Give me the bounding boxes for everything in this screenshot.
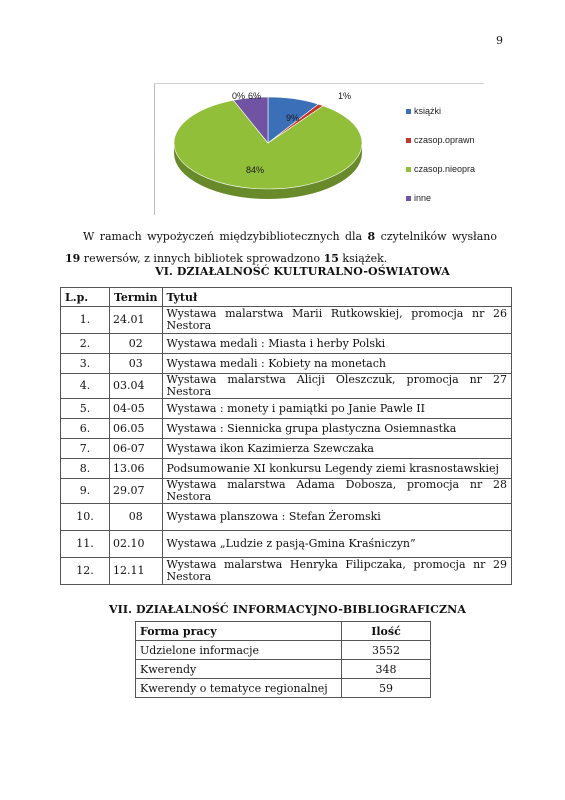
legend-item <box>406 192 484 204</box>
table-row <box>61 374 512 399</box>
cell-title: Wystawa medali : Kobiety na monetach <box>162 354 511 374</box>
cultural-events-table <box>60 287 512 585</box>
paragraph-text: W ramach wypożyczeń międzybibliotecznych dla <box>83 230 368 243</box>
cell-lp: 10. <box>61 504 110 531</box>
cell-lp: 1. <box>61 307 110 334</box>
table-row <box>61 558 512 585</box>
legend-item <box>406 134 484 146</box>
paragraph-text: czytelników wysłano <box>375 230 497 243</box>
section-title-cultural: VI. DZIAŁALNOŚĆ KULTURALNO-OŚWIATOWA <box>155 265 450 278</box>
table-row <box>136 660 431 679</box>
cell-term: 06.05 <box>110 419 163 439</box>
chart-legend <box>406 105 484 221</box>
table-row <box>61 459 512 479</box>
cell-title: Wystawa malarstwa Henryka Filipczaka, promocja nr 29 Nestora <box>162 558 511 585</box>
column-header-form: Forma pracy <box>136 622 342 641</box>
legend-label: czasop.oprawn <box>414 135 475 145</box>
cell-lp: 7. <box>61 439 110 459</box>
legend-swatch <box>406 138 411 143</box>
readers-count: 8 <box>367 230 376 243</box>
cell-lp: 5. <box>61 399 110 419</box>
cell-title: Wystawa malarstwa Marii Rutkowskiej, promocja nr 26 Nestora <box>162 307 511 334</box>
legend-item <box>406 105 484 117</box>
cell-term: 06-07 <box>110 439 163 459</box>
table-header-row <box>61 288 512 307</box>
cell-count: 3552 <box>342 641 431 660</box>
cell-title: Wystawa : monety i pamiątki po Janie Pawle II <box>162 399 511 419</box>
cell-title: Wystawa „Ludzie z pasją-Gmina Kraśniczyn” <box>162 531 511 558</box>
pie-data-label-extra: 0% <box>232 91 246 101</box>
table-row <box>61 307 512 334</box>
table-row <box>61 479 512 504</box>
cell-lp: 2. <box>61 334 110 354</box>
pie-data-label: 9% <box>286 113 300 123</box>
column-header-title: Tytuł <box>162 288 511 307</box>
pie-data-label: 6% <box>248 91 262 101</box>
legend-item <box>406 163 484 175</box>
information-table <box>135 621 431 698</box>
cell-title: Wystawa ikon Kazimierza Szewczaka <box>162 439 511 459</box>
column-header-count: Ilość <box>342 622 431 641</box>
table-row <box>136 679 431 698</box>
legend-swatch <box>406 167 411 172</box>
cell-title: Wystawa malarstwa Alicji Oleszczuk, promocja nr 27 Nestora <box>162 374 511 399</box>
cell-lp: 11. <box>61 531 110 558</box>
reversals-count: 19 <box>65 252 81 265</box>
pie-data-label: 1% <box>338 91 352 101</box>
table-row <box>61 354 512 374</box>
cell-term: 24.01 <box>110 307 163 334</box>
cell-title: Podsumowanie XI konkursu Legendy ziemi krasnostawskiej <box>162 459 511 479</box>
table-row <box>61 419 512 439</box>
legend-label: książki <box>414 106 442 116</box>
table-row <box>61 439 512 459</box>
cell-count: 59 <box>342 679 431 698</box>
cell-lp: 9. <box>61 479 110 504</box>
cell-form: Kwerendy <box>136 660 342 679</box>
section-title-information: VII. DZIAŁALNOŚĆ INFORMACYJNO-BIBLIOGRAFICZNA <box>109 603 466 616</box>
cell-form: Kwerendy o tematyce regionalnej <box>136 679 342 698</box>
cell-term: 03 <box>110 354 163 374</box>
table-row <box>61 399 512 419</box>
cell-title: Wystawa : Siennicka grupa plastyczna Osiemnastka <box>162 419 511 439</box>
cell-title: Wystawa malarstwa Adama Dobosza, promocja nr 28 Nestora <box>162 479 511 504</box>
column-header-term: Termin <box>110 288 163 307</box>
cell-lp: 4. <box>61 374 110 399</box>
cell-lp: 6. <box>61 419 110 439</box>
cell-term: 08 <box>110 504 163 531</box>
cell-title: Wystawa planszowa : Stefan Żeromski <box>162 504 511 531</box>
pie-chart <box>154 83 484 215</box>
cell-title: Wystawa medali : Miasta i herby Polski <box>162 334 511 354</box>
table-header-row <box>136 622 431 641</box>
cell-form: Udzielone informacje <box>136 641 342 660</box>
cell-term: 02 <box>110 334 163 354</box>
table-row <box>61 531 512 558</box>
table-row <box>61 504 512 531</box>
legend-label: czasop.nieopra <box>414 164 476 174</box>
table-row <box>61 334 512 354</box>
paragraph-text: rewersów, z innych bibliotek sprowadzono <box>80 252 324 265</box>
pie-data-label: 84% <box>246 165 265 175</box>
cell-term: 02.10 <box>110 531 163 558</box>
cell-term: 13.06 <box>110 459 163 479</box>
cell-term: 04-05 <box>110 399 163 419</box>
cell-count: 348 <box>342 660 431 679</box>
interlibrary-loan-paragraph <box>65 226 497 270</box>
table-row <box>136 641 431 660</box>
legend-swatch <box>406 109 411 114</box>
cell-lp: 12. <box>61 558 110 585</box>
paragraph-text: książek. <box>338 252 388 265</box>
legend-swatch <box>406 196 411 201</box>
cell-term: 12.11 <box>110 558 163 585</box>
books-count: 15 <box>323 252 339 265</box>
cell-term: 29.07 <box>110 479 163 504</box>
cell-lp: 3. <box>61 354 110 374</box>
column-header-lp: L.p. <box>61 288 110 307</box>
legend-label: inne <box>414 193 432 203</box>
page-number: 9 <box>496 34 503 47</box>
cell-lp: 8. <box>61 459 110 479</box>
cell-term: 03.04 <box>110 374 163 399</box>
